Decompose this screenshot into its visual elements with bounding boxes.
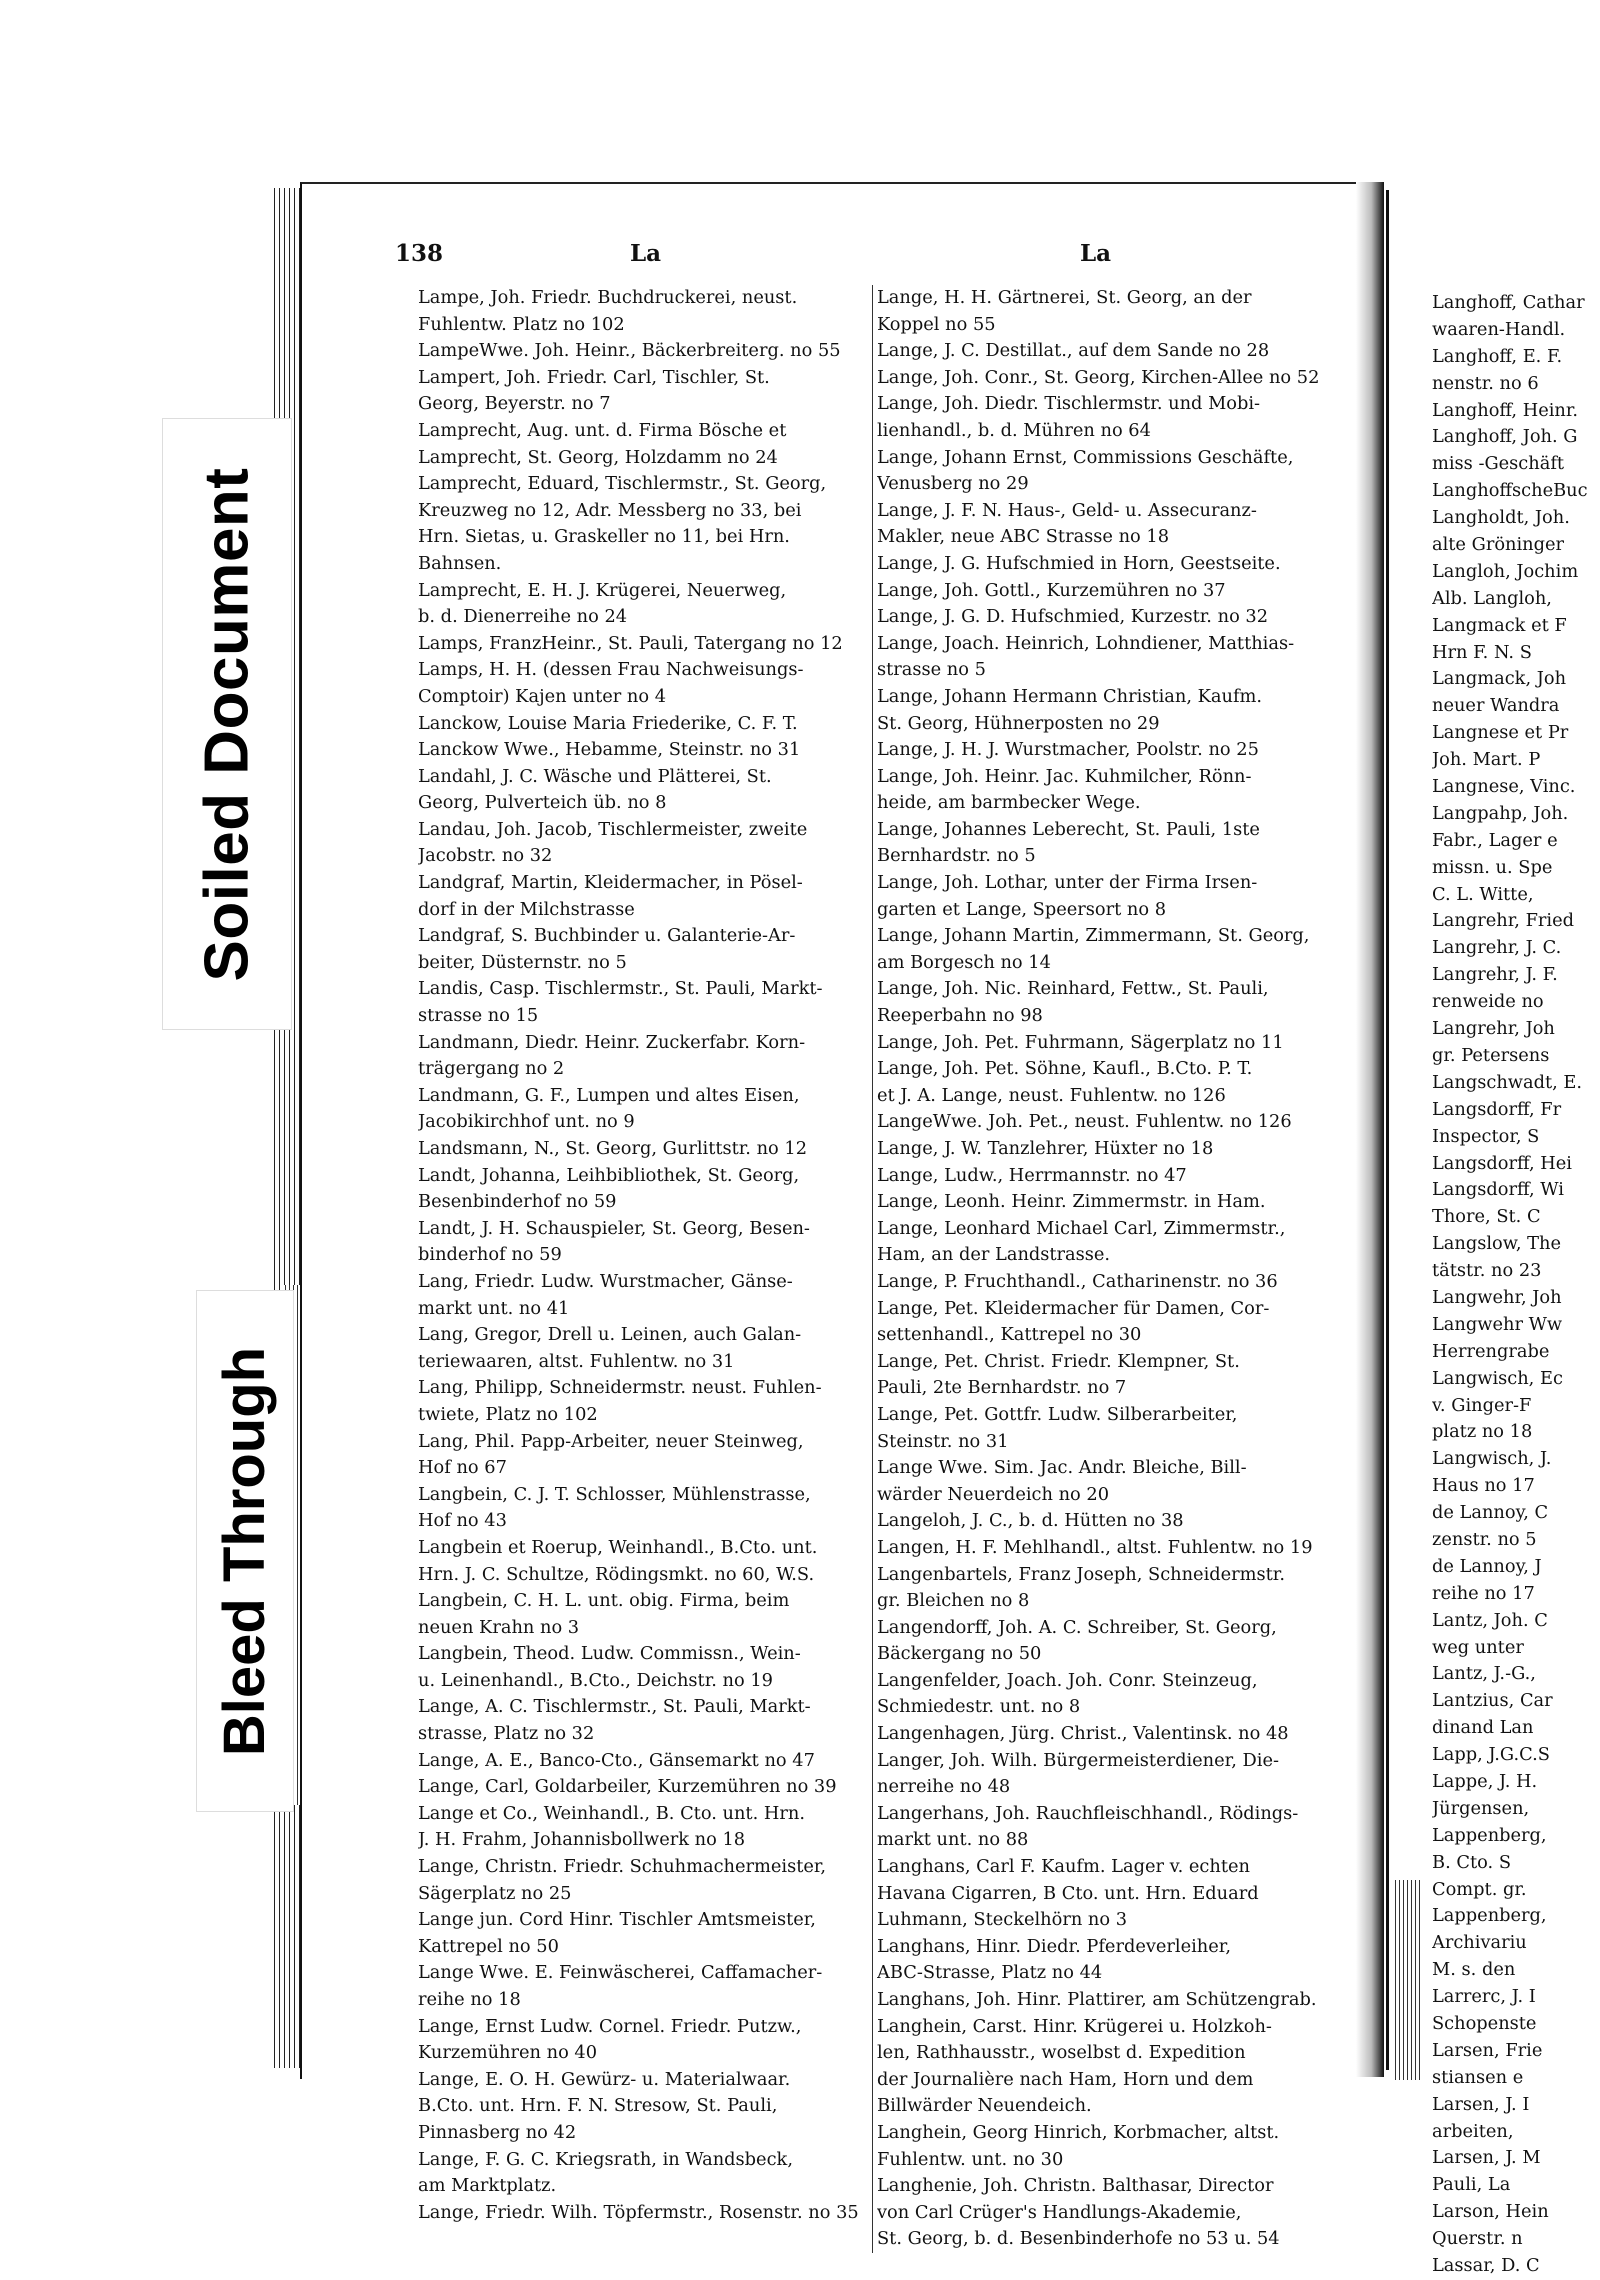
left-directory-column <box>418 285 870 2226</box>
directory-entry-line: Hrn F. N. S <box>1432 641 1532 663</box>
directory-entry-line: Langnese et Pr <box>1432 722 1569 744</box>
directory-entry-line: twiete, Platz no 102 <box>418 1403 598 1425</box>
directory-entry-line: Fuhlentw. Platz no 102 <box>418 313 625 335</box>
directory-entry-line: Lange, Pet. Christ. Friedr. Klempner, St. <box>877 1350 1240 1372</box>
directory-entry-line: Langrehr, J. F. <box>1432 964 1558 986</box>
directory-entry-line: Sägerplatz no 25 <box>418 1882 572 1904</box>
directory-entry-line: binderhof no 59 <box>418 1244 562 1266</box>
directory-entry-line: St. Georg, Hühnerposten no 29 <box>877 712 1160 734</box>
directory-entry-line: Landgraf, Martin, Kleidermacher, in Pösel- <box>418 872 803 894</box>
directory-entry-line: Lange, P. Fruchthandl., Catharinenstr. no 36 <box>877 1270 1278 1292</box>
directory-entry-line: Lange, Friedr. Wilh. Töpfermstr., Rosenstr. no 35 <box>418 2201 859 2223</box>
directory-entry-line: Langwisch, J. <box>1432 1448 1552 1470</box>
directory-entry-line: Querstr. n <box>1432 2228 1523 2250</box>
directory-entry-line: Lamps, FranzHeinr., St. Pauli, Tatergang no 12 <box>418 632 843 654</box>
directory-entry-line: Larrerc, J. I <box>1432 1986 1536 2008</box>
directory-entry-line: Landau, Joh. Jacob, Tischlermeister, zweite <box>418 818 808 840</box>
directory-entry-line: tätstr. no 23 <box>1432 1260 1542 1282</box>
directory-entry-line: Langrehr, Joh <box>1432 1018 1555 1040</box>
directory-entry-line: der Journalière nach Ham, Horn und dem <box>877 2068 1254 2090</box>
directory-entry-line: Langsdorff, Wi <box>1432 1179 1564 1201</box>
directory-entry-line: weg unter <box>1432 1636 1524 1658</box>
directory-entry-line: Langwehr, Joh <box>1432 1286 1562 1308</box>
directory-entry-line: Hrn. J. C. Schultze, Rödingsmkt. no 60, W.S. <box>418 1563 815 1585</box>
directory-entry-line: von Carl Crüger's Handlungs-Akademie, <box>877 2201 1242 2223</box>
directory-entry-line: Lappenberg, <box>1432 1824 1547 1846</box>
directory-entry-line: Lange, Christn. Friedr. Schuhmachermeister, <box>418 1856 827 1878</box>
directory-entry-line: arbeiten, <box>1432 2120 1514 2142</box>
directory-entry-line: Langhans, Hinr. Diedr. Pferdeverleiher, <box>877 1935 1231 1957</box>
directory-entry-line: Lange, Joh. Nic. Reinhard, Fettw., St. Pauli, <box>877 978 1269 1000</box>
directory-entry-line: alte Gröninger <box>1432 534 1565 556</box>
directory-entry-line: am Marktplatz. <box>418 2175 557 2197</box>
directory-entry-line: ABC-Strasse, Platz no 44 <box>877 1962 1103 1984</box>
directory-entry-line: Lange, Joh. Gottl., Kurzemühren no 37 <box>877 579 1226 601</box>
directory-entry-line: nenstr. no 6 <box>1432 372 1539 394</box>
directory-entry-line: Lang, Gregor, Drell u. Leinen, auch Galan- <box>418 1324 802 1346</box>
directory-entry-line: Lang, Philipp, Schneidermstr. neust. Fuhlen- <box>418 1377 822 1399</box>
directory-entry-line: waaren-Handl. <box>1432 318 1566 340</box>
directory-entry-line: Lange, Johann Ernst, Commissions Geschäfte, <box>877 446 1294 468</box>
directory-entry-line: Lange et Co., Weinhandl., B. Cto. unt. Hrn. <box>418 1802 805 1824</box>
directory-entry-line: Langen, H. F. Mehlhandl., altst. Fuhlentw. no 19 <box>877 1536 1313 1558</box>
directory-entry-line: B.Cto. unt. Hrn. F. N. Stresow, St. Pauli, <box>418 2095 778 2117</box>
right-directory-column <box>872 285 1339 2253</box>
directory-entry-line: Kurzemühren no 40 <box>418 2042 598 2064</box>
directory-entry-line: Lange, Carl, Goldarbeiler, Kurzemühren no 39 <box>418 1776 837 1798</box>
directory-entry-line: Lamprecht, St. Georg, Holzdamm no 24 <box>418 446 778 468</box>
directory-entry-line: Lange, J. G. D. Hufschmied, Kurzestr. no 32 <box>877 606 1269 628</box>
directory-entry-line: Thore, St. C <box>1432 1206 1541 1228</box>
directory-entry-line: Lange, E. O. H. Gewürz- u. Materialwaar. <box>418 2068 791 2090</box>
directory-entry-line: Langslow, The <box>1432 1233 1562 1255</box>
directory-entry-line: Havana Cigarren, B Cto. unt. Hrn. Eduard <box>877 1882 1259 1904</box>
directory-entry-line: Lamprecht, E. H. J. Krügerei, Neuerweg, <box>418 579 787 601</box>
soiled-document-text: Soiled Document <box>192 467 262 981</box>
directory-entry-line: Lange, Ernst Ludw. Cornel. Friedr. Putzw., <box>418 2015 802 2037</box>
directory-entry-line: Langsdorff, Fr <box>1432 1098 1562 1120</box>
directory-entry-line: Langhoff, Cathar <box>1432 292 1585 313</box>
directory-entry-line: Lange, Joh. Heinr. Jac. Kuhmilcher, Rönn- <box>877 765 1252 787</box>
directory-entry-line: Landt, J. H. Schauspieler, St. Georg, Besen- <box>418 1217 810 1239</box>
directory-entry-line: Inspector, S <box>1432 1125 1540 1147</box>
directory-entry-line: Bernhardstr. no 5 <box>877 845 1036 867</box>
directory-entry-line: Langmack et F <box>1432 614 1567 636</box>
directory-entry-line: Compt. gr. <box>1432 1878 1527 1900</box>
directory-entry-line: renweide no <box>1432 991 1544 1013</box>
directory-entry-line: b. d. Dienerreihe no 24 <box>418 606 628 628</box>
directory-entry-line: Pauli, 2te Bernhardstr. no 7 <box>877 1377 1127 1399</box>
directory-entry-line: garten et Lange, Speersort no 8 <box>877 898 1167 920</box>
directory-entry-line: Langenbartels, Franz Joseph, Schneidermstr. <box>877 1563 1286 1585</box>
directory-entry-line: Comptoir) Kajen unter no 4 <box>418 685 667 707</box>
bleed-through-text: Bleed Through <box>212 1346 278 1756</box>
directory-entry-line: nerreihe no 48 <box>877 1776 1011 1798</box>
directory-entry-line: Herrengrabe <box>1432 1340 1550 1362</box>
facing-page-column <box>1432 290 1600 2280</box>
directory-entry-line: Langhenie, Joh. Christn. Balthasar, Director <box>877 2175 1274 2197</box>
directory-entry-line: Pauli, La <box>1432 2174 1511 2196</box>
directory-entry-line: Langbein, Theod. Ludw. Commissn., Wein- <box>418 1643 801 1665</box>
directory-entry-line: Lanckow, Louise Maria Friederike, C. F. T. <box>418 712 798 734</box>
directory-entry-line: Lange, Pet. Gottfr. Ludw. Silberarbeiter, <box>877 1403 1238 1425</box>
directory-entry-line: beiter, Düsternstr. no 5 <box>418 951 627 973</box>
directory-entry-line: Lange, J. C. Destillat., auf dem Sande no 28 <box>877 340 1270 362</box>
directory-entry-line: Jacobstr. no 32 <box>418 845 553 867</box>
directory-entry-line: Schmiedestr. unt. no 8 <box>877 1696 1081 1718</box>
directory-entry-line: Fuhlentw. unt. no 30 <box>877 2148 1064 2170</box>
directory-entry-line: Koppel no 55 <box>877 313 996 335</box>
directory-entry-line: Lapp, J.G.C.S <box>1432 1744 1550 1766</box>
directory-entry-line: Ham, an der Landstrasse. <box>877 1244 1111 1266</box>
directory-entry-line: Fabr., Lager e <box>1432 829 1558 851</box>
directory-entry-line: platz no 18 <box>1432 1421 1533 1443</box>
directory-entry-line: de Lannoy, C <box>1432 1502 1549 1524</box>
directory-entry-line: lienhandl., b. d. Mühren no 64 <box>877 419 1151 441</box>
directory-entry-line: Langhein, Carst. Hinr. Krügerei u. Holzkoh- <box>877 2015 1272 2037</box>
directory-entry-line: Lange, Johann Hermann Christian, Kaufm. <box>877 685 1263 707</box>
directory-entry-line: Lassar, D. C <box>1432 2255 1540 2277</box>
directory-entry-line: Lang, Friedr. Ludw. Wurstmacher, Gänse- <box>418 1270 793 1292</box>
directory-entry-line: Lange Wwe. E. Feinwäscherei, Caffamacher- <box>418 1962 823 1984</box>
directory-entry-line: Langeloh, J. C., b. d. Hütten no 38 <box>877 1510 1184 1532</box>
directory-entry-line: Lange, Joh. Diedr. Tischlermstr. und Mobi- <box>877 393 1261 415</box>
directory-entry-line: Larsen, J. M <box>1432 2147 1541 2169</box>
directory-entry-line: Langwehr Ww <box>1432 1313 1563 1335</box>
directory-entry-line: Lange, J. G. Hufschmied in Horn, Geestseite. <box>877 552 1281 574</box>
directory-entry-line: Lange, H. H. Gärtnerei, St. Georg, an der <box>877 287 1252 308</box>
directory-entry-line: Larson, Hein <box>1432 2201 1549 2223</box>
directory-entry-line: Landis, Casp. Tischlermstr., St. Pauli, Markt- <box>418 978 823 1000</box>
directory-entry-line: zenstr. no 5 <box>1432 1528 1537 1550</box>
directory-entry-line: Lange, Leonh. Heinr. Zimmermstr. in Ham. <box>877 1191 1266 1213</box>
directory-entry-line: Georg, Beyerstr. no 7 <box>418 393 611 415</box>
directory-entry-line: St. Georg, b. d. Besenbinderhofe no 53 u. 54 <box>877 2228 1280 2250</box>
directory-entry-line: Haus no 17 <box>1432 1475 1535 1497</box>
directory-entry-line: Langerhans, Joh. Rauchfleischhandl., Rödings- <box>877 1802 1299 1824</box>
directory-entry-line: Besenbinderhof no 59 <box>418 1191 617 1213</box>
bleed-through-label <box>196 1290 294 1812</box>
directory-entry-line: Steinstr. no 31 <box>877 1430 1009 1452</box>
directory-entry-line: C. L. Witte, <box>1432 883 1534 905</box>
directory-entry-line: Georg, Pulverteich üb. no 8 <box>418 792 667 814</box>
directory-entry-line: M. s. den <box>1432 1959 1516 1981</box>
directory-entry-line: markt unt. no 41 <box>418 1297 570 1319</box>
directory-entry-line: Lange, Joh. Pet. Söhne, Kaufl., B.Cto. P. T. <box>877 1058 1253 1080</box>
directory-entry-line: Hof no 67 <box>418 1457 507 1479</box>
directory-entry-line: LampeWwe. Joh. Heinr., Bäckerbreiterg. no 55 <box>418 340 841 362</box>
directory-entry-line: Lange, J. H. J. Wurstmacher, Poolstr. no 25 <box>877 739 1259 761</box>
left-column-heading: La <box>630 240 662 267</box>
directory-entry-line: Kattrepel no 50 <box>418 1935 559 1957</box>
directory-entry-line: dinand Lan <box>1432 1717 1534 1739</box>
directory-entry-line: Lappenberg, <box>1432 1905 1547 1927</box>
directory-entry-line: Jacobikirchhof unt. no 9 <box>418 1111 635 1133</box>
directory-entry-line: Langrehr, J. C. <box>1432 937 1562 959</box>
directory-entry-line: Schopenste <box>1432 2013 1537 2034</box>
directory-entry-line: Langbein et Roerup, Weinhandl., B.Cto. unt. <box>418 1536 818 1558</box>
directory-entry-line: u. Leinenhandl., B.Cto., Deichstr. no 19 <box>418 1669 773 1691</box>
directory-entry-line: Bahnsen. <box>418 552 502 574</box>
directory-entry-line: Venusberg no 29 <box>877 473 1029 495</box>
directory-entry-line: Archivariu <box>1432 1932 1527 1954</box>
directory-entry-line: Langholdt, Joh. <box>1432 507 1570 529</box>
directory-entry-line: Langrehr, Fried <box>1432 910 1574 932</box>
directory-entry-line: et J. A. Lange, neust. Fuhlentw. no 126 <box>877 1084 1226 1106</box>
directory-entry-line: Larsen, Frie <box>1432 2039 1543 2061</box>
directory-entry-line: neuer Wandra <box>1432 695 1560 717</box>
soiled-document-label <box>162 418 292 1030</box>
directory-entry-line: J. H. Frahm, Johannisbollwerk no 18 <box>418 1829 746 1851</box>
directory-entry-line: Lange, Joh. Pet. Fuhrmann, Sägerplatz no 11 <box>877 1031 1284 1053</box>
directory-entry-line: strasse no 5 <box>877 659 986 681</box>
directory-entry-line: Langnese, Vinc. <box>1432 776 1576 798</box>
directory-entry-line: Lange, Joh. Conr., St. Georg, Kirchen-Allee no 52 <box>877 366 1320 388</box>
directory-entry-line: Langschwadt, E. <box>1432 1071 1583 1093</box>
directory-entry-line: Lange, Joh. Lothar, unter der Firma Irsen- <box>877 872 1258 894</box>
directory-entry-line: Kreuzweg no 12, Adr. Messberg no 33, bei <box>418 499 802 521</box>
directory-entry-line: neuen Krahn no 3 <box>418 1616 580 1638</box>
directory-entry-line: am Borgesch no 14 <box>877 951 1051 973</box>
directory-entry-line: Langhans, Joh. Hinr. Plattirer, am Schützengrab. <box>877 1989 1317 2010</box>
directory-entry-line: Lange, Ludw., Herrmannstr. no 47 <box>877 1164 1187 1186</box>
directory-entry-line: strasse, Platz no 32 <box>418 1723 595 1745</box>
directory-entry-line: Lampert, Joh. Friedr. Carl, Tischler, St. <box>418 366 770 388</box>
directory-entry-line: Lantz, Joh. C <box>1432 1609 1548 1631</box>
directory-entry-line: Lampe, Joh. Friedr. Buchdruckerei, neust. <box>418 287 798 308</box>
directory-entry-line: Lanckow Wwe., Hebamme, Steinstr. no 31 <box>418 739 801 761</box>
directory-entry-line: Landmann, Diedr. Heinr. Zuckerfabr. Korn- <box>418 1031 806 1053</box>
directory-entry-line: Landsmann, N., St. Georg, Gurlittstr. no 12 <box>418 1138 808 1159</box>
directory-entry-line: Billwärder Neuendeich. <box>877 2095 1092 2117</box>
directory-entry-line: Lamps, H. H. (dessen Frau Nachweisungs- <box>418 659 804 681</box>
directory-entry-line: reihe no 18 <box>418 1989 521 2010</box>
directory-entry-line: Langloh, Jochim <box>1432 560 1579 582</box>
directory-entry-line: Lange, A. C. Tischlermstr., St. Pauli, Markt- <box>418 1696 811 1718</box>
directory-entry-line: Langhoff, Heinr. <box>1432 399 1579 421</box>
directory-entry-line: Lange, A. E., Banco-Cto., Gänsemarkt no 47 <box>418 1749 815 1771</box>
directory-entry-line: Langhein, Georg Hinrich, Korbmacher, altst. <box>877 2121 1280 2143</box>
directory-entry-line: settenhandl., Kattrepel no 30 <box>877 1324 1142 1346</box>
directory-entry-line: Lantzius, Car <box>1432 1690 1553 1712</box>
directory-entry-line: Lange jun. Cord Hinr. Tischler Amtsmeister, <box>418 1909 816 1931</box>
directory-entry-line: Langbein, C. H. L. unt. obig. Firma, beim <box>418 1590 790 1612</box>
directory-entry-line: Landahl, J. C. Wäsche und Plätterei, St. <box>418 765 772 787</box>
directory-entry-line: dorf in der Milchstrasse <box>418 898 635 920</box>
directory-entry-line: LangeWwe. Joh. Pet., neust. Fuhlentw. no 126 <box>877 1111 1292 1133</box>
facing-page-edge <box>1392 1880 1422 2080</box>
directory-entry-line: Bäckergang no 50 <box>877 1643 1042 1665</box>
directory-entry-line: Langhans, Carl F. Kaufm. Lager v. echten <box>877 1856 1250 1878</box>
directory-entry-line: Hof no 43 <box>418 1510 507 1532</box>
directory-entry-line: Langbein, C. J. T. Schlosser, Mühlenstrasse, <box>418 1483 811 1505</box>
directory-entry-line: Lange, Leonhard Michael Carl, Zimmermstr., <box>877 1217 1286 1239</box>
directory-entry-line: Luhmann, Steckelhörn no 3 <box>877 1909 1128 1931</box>
directory-entry-line: Langenfelder, Joach. Joh. Conr. Steinzeug, <box>877 1669 1258 1691</box>
directory-entry-line: Joh. Mart. P <box>1432 749 1541 771</box>
directory-entry-line: Lange, Johann Martin, Zimmermann, St. Georg, <box>877 925 1310 947</box>
directory-entry-line: Langer, Joh. Wilh. Bürgermeisterdiener, Die- <box>877 1749 1279 1771</box>
directory-entry-line: teriewaaren, altst. Fuhlentw. no 31 <box>418 1350 735 1372</box>
directory-entry-line: strasse no 15 <box>418 1005 539 1027</box>
directory-entry-line: Hrn. Sietas, u. Graskeller no 11, bei Hrn. <box>418 526 790 548</box>
directory-entry-line: Langhoff, E. F. <box>1432 345 1563 367</box>
directory-entry-line: len, Rathhausstr., woselbst d. Expedition <box>877 2042 1246 2064</box>
directory-entry-line: gr. Bleichen no 8 <box>877 1590 1030 1612</box>
directory-entry-line: Lange, Johannes Leberecht, St. Pauli, 1ste <box>877 818 1260 840</box>
directory-entry-line: Langwisch, Ec <box>1432 1367 1563 1389</box>
directory-entry-line: missn. u. Spe <box>1432 856 1553 878</box>
directory-entry-line: Alb. Langloh, <box>1432 587 1552 609</box>
directory-entry-line: v. Ginger-F <box>1432 1394 1532 1416</box>
directory-entry-line: LanghoffscheBuc <box>1432 480 1588 502</box>
directory-entry-line: Makler, neue ABC Strasse no 18 <box>877 526 1170 548</box>
directory-entry-line: Langendorff, Joh. A. C. Schreiber, St. Georg, <box>877 1616 1277 1638</box>
directory-entry-line: Lange, J. W. Tanzlehrer, Hüxter no 18 <box>877 1138 1214 1159</box>
directory-entry-line: Landt, Johanna, Leihbibliothek, St. Georg, <box>418 1164 800 1186</box>
right-column-heading: La <box>1080 240 1112 267</box>
directory-entry-line: gr. Petersens <box>1432 1044 1550 1066</box>
book-spine <box>1356 182 1384 2077</box>
directory-entry-line: Landmann, G. F., Lumpen und altes Eisen, <box>418 1084 800 1106</box>
directory-entry-line: Lang, Phil. Papp-Arbeiter, neuer Steinweg, <box>418 1430 804 1452</box>
directory-entry-line: Langpahp, Joh. <box>1432 802 1569 824</box>
directory-entry-line: Lamprecht, Aug. unt. d. Firma Bösche et <box>418 419 787 441</box>
directory-entry-line: Langsdorff, Hei <box>1432 1152 1572 1174</box>
directory-entry-line: Langhoff, Joh. G <box>1432 426 1578 448</box>
directory-entry-line: Reeperbahn no 98 <box>877 1005 1043 1027</box>
directory-entry-line: wärder Neuerdeich no 20 <box>877 1483 1110 1505</box>
directory-entry-line: trägergang no 2 <box>418 1058 565 1080</box>
directory-entry-line: Pinnasberg no 42 <box>418 2121 577 2143</box>
directory-entry-line: stiansen e <box>1432 2066 1524 2088</box>
directory-entry-line: Larsen, J. I <box>1432 2093 1530 2115</box>
directory-entry-line: B. Cto. S <box>1432 1851 1511 1873</box>
directory-entry-line: heide, am barmbecker Wege. <box>877 792 1141 814</box>
directory-entry-line: Lamprecht, Eduard, Tischlermstr., St. Georg, <box>418 473 827 495</box>
directory-entry-line: miss -Geschäft <box>1432 453 1565 475</box>
directory-entry-line: markt unt. no 88 <box>877 1829 1029 1851</box>
directory-entry-line: Lange, F. G. C. Kriegsrath, in Wandsbeck, <box>418 2148 793 2170</box>
directory-entry-line: Lange, J. F. N. Haus-, Geld- u. Assecuranz- <box>877 499 1257 521</box>
directory-entry-line: Landgraf, S. Buchbinder u. Galanterie-Ar- <box>418 925 796 947</box>
directory-entry-line: Lantz, J.-G., <box>1432 1663 1536 1685</box>
page-number: 138 <box>395 240 444 267</box>
directory-entry-line: Langmack, Joh <box>1432 668 1567 690</box>
directory-entry-line: reihe no 17 <box>1432 1582 1535 1604</box>
directory-entry-line: Lange Wwe. Sim. Jac. Andr. Bleiche, Bill- <box>877 1457 1247 1479</box>
directory-entry-line: Lange, Joach. Heinrich, Lohndiener, Matthias- <box>877 632 1295 654</box>
directory-entry-line: de Lannoy, J <box>1432 1555 1542 1577</box>
directory-entry-line: Jürgensen, <box>1432 1797 1530 1819</box>
directory-entry-line: Lappe, J. H. <box>1432 1770 1538 1792</box>
directory-entry-line: Langenhagen, Jürg. Christ., Valentinsk. no 48 <box>877 1723 1289 1745</box>
directory-entry-line: Lange, Pet. Kleidermacher für Damen, Cor- <box>877 1297 1270 1319</box>
